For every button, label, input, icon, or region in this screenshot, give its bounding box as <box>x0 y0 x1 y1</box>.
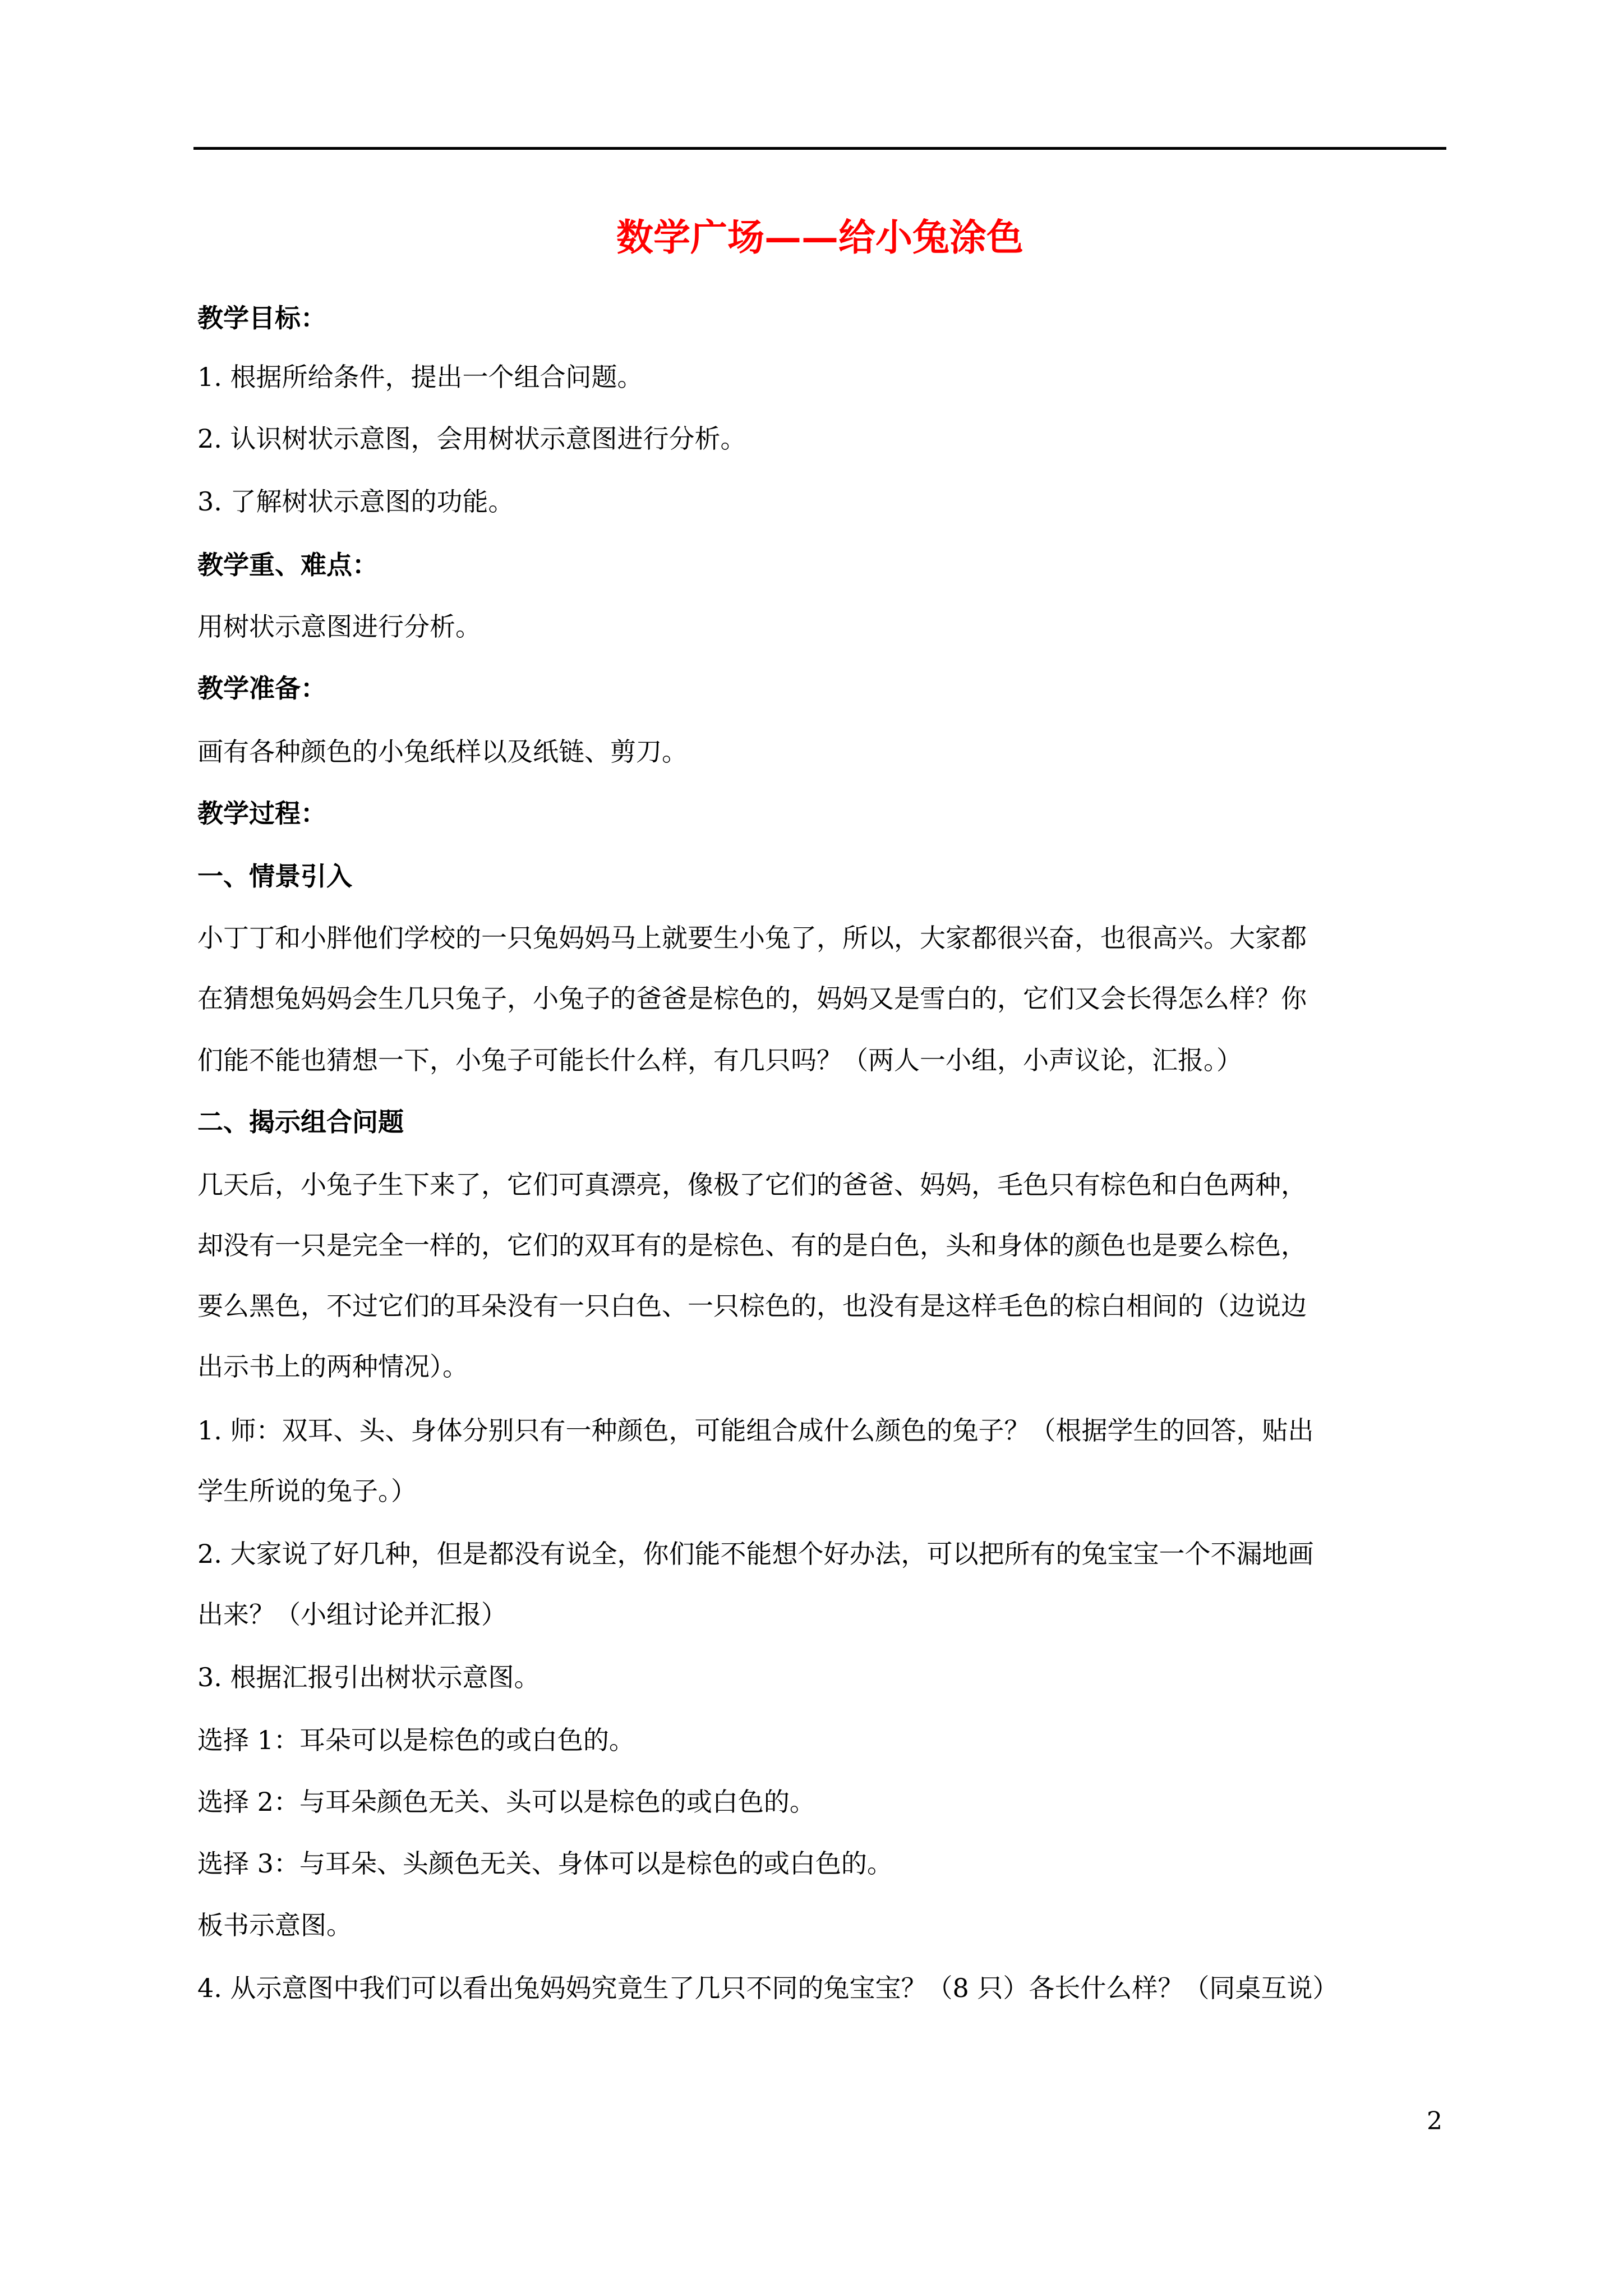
text-line: 教学目标： <box>197 303 326 333</box>
text-line: 用树状示意图进行分析。 <box>197 611 481 642</box>
page-number: 2 <box>1427 2107 1442 2136</box>
text-line: 出来？（小组讨论并汇报） <box>197 1599 507 1630</box>
document-title: 数学广场——给小兔涂色 <box>616 215 1023 259</box>
text-line: 1. 根据所给条件，提出一个组合问题。 <box>197 362 643 392</box>
text-line: 板书示意图。 <box>197 1910 352 1940</box>
text-line: 选择 1：耳朵可以是棕色的或白色的。 <box>197 1725 635 1755</box>
text-line: 教学准备： <box>197 673 326 703</box>
text-line: 2. 大家说了好几种，但是都没有说全，你们能不能想个好办法，可以把所有的兔宝宝一个不漏地画 <box>197 1539 1314 1569</box>
text-line: 在猜想兔妈妈会生几只兔子，小兔子的爸爸是棕色的，妈妈又是雪白的，它们又会长得怎么样？你 <box>197 983 1307 1014</box>
text-line: 1. 师：双耳、头、身体分别只有一种颜色，可能组合成什么颜色的兔子？（根据学生的回答，贴出 <box>197 1415 1314 1446</box>
text-line: 小丁丁和小胖他们学校的一只兔妈妈马上就要生小兔了，所以，大家都很兴奋，也很高兴。大家都 <box>197 923 1307 953</box>
text-line: 几天后，小兔子生下来了，它们可真漂亮，像极了它们的爸爸、妈妈，毛色只有棕色和白色两种， <box>197 1170 1307 1200</box>
text-line: 们能不能也猜想一下，小兔子可能长什么样，有几只吗？（两人一小组，小声议论，汇报。） <box>197 1045 1242 1075</box>
text-line: 3. 了解树状示意图的功能。 <box>197 486 514 517</box>
header-rule <box>193 147 1446 150</box>
text-line: 选择 3：与耳朵、头颜色无关、身体可以是棕色的或白色的。 <box>197 1848 893 1879</box>
text-line: 教学重、难点： <box>197 550 378 580</box>
text-line: 出示书上的两种情况）。 <box>197 1351 468 1382</box>
text-line: 选择 2：与耳朵颜色无关、头可以是棕色的或白色的。 <box>197 1787 815 1817</box>
text-line: 4. 从示意图中我们可以看出兔妈妈究竟生了几只不同的兔宝宝？（8 只）各长什么样？（同桌互说） <box>197 1973 1339 2003</box>
text-line: 却没有一只是完全一样的，它们的双耳有的是棕色、有的是白色，头和身体的颜色也是要么棕色， <box>197 1230 1307 1260</box>
text-line: 学生所说的兔子。） <box>197 1476 417 1506</box>
text-line: 画有各种颜色的小兔纸样以及纸链、剪刀。 <box>197 737 688 767</box>
text-line: 要么黑色，不过它们的耳朵没有一只白色、一只棕色的，也没有是这样毛色的棕白相间的（边说边 <box>197 1291 1307 1321</box>
text-line: 二、揭示组合问题 <box>197 1107 404 1137</box>
text-line: 3. 根据汇报引出树状示意图。 <box>197 1662 540 1692</box>
text-line: 教学过程： <box>197 798 326 829</box>
text-line: 2. 认识树状示意图，会用树状示意图进行分析。 <box>197 424 746 454</box>
text-line: 一、情景引入 <box>197 861 352 891</box>
